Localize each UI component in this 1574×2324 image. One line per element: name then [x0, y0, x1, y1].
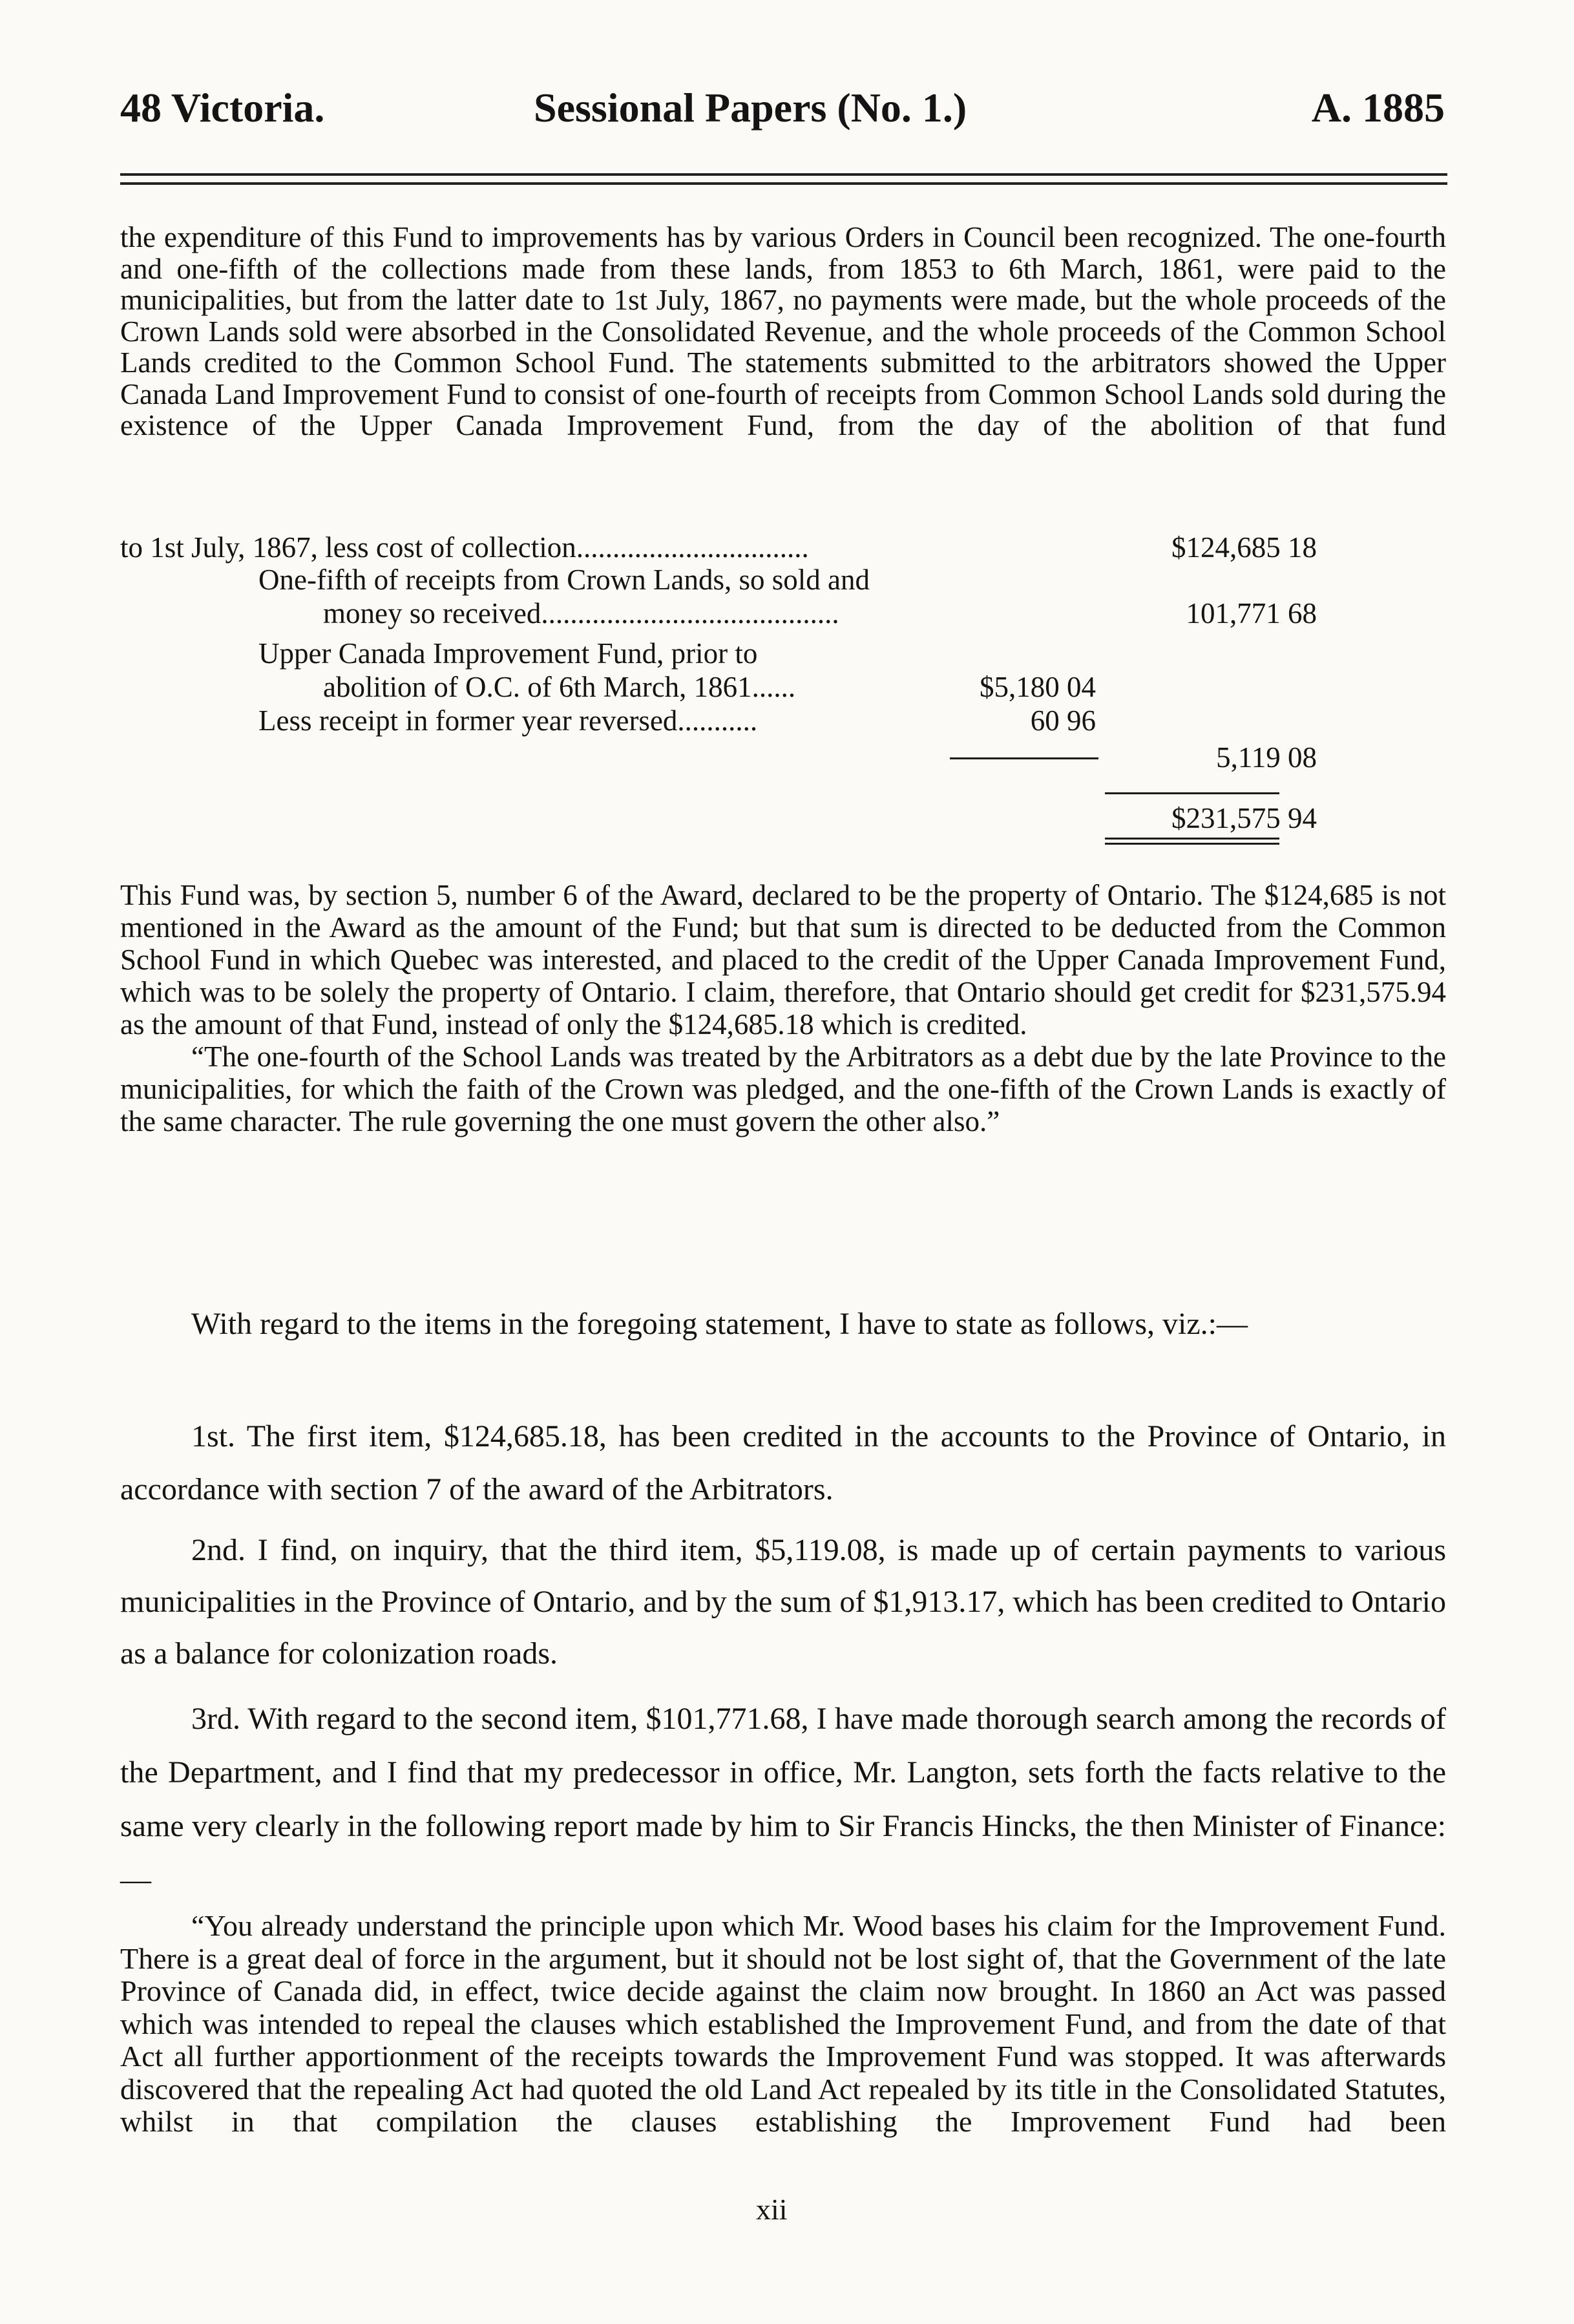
paragraph-quote: “The one-fourth of the School Lands was treated by the Arbitrators as a debt due by the late Province to the municipalities, for which the faith of the Crown was pledged, and the one-fifth of the Crown Lands is exactly of the same character. The rule governing the one must govern the other also.” — [120, 1041, 1446, 1137]
statement-amount-4: 60 96 — [1030, 704, 1096, 737]
paragraph-quote: “You already understand the principle upon which Mr. Wood bases his claim for the Improvement Fund. There is a great deal of force in the argument, but it should not be lost sight of, that the Government of the late Province of Canada did, in effect, twice decide against the claim now brought. In 1860 an Act was passed which was intended to repeal the clauses which established the Improvement Fund, and from the date of that Act all further apportionment of the receipts towards the Improvement Fund was stopped. It was afterwards discovered that the repealing Act had quoted the old Land Act repealed by its title in the Consolidated Statutes, whilst in that compilation the clauses establishing the Improvement Fund had been — [120, 1909, 1446, 2138]
statement-amount-3: $5,180 04 — [980, 671, 1096, 703]
statement-total: $231,575 94 — [1171, 802, 1317, 834]
statement-amount-5: 5,119 08 — [1216, 741, 1317, 774]
paragraph-text: This Fund was, by section 5, number 6 of the Award, declared to be the property of Ontario. The $124,685 is not mentioned in the Award as the amount of the Fund; but that sum is directed to be deducted from the Common School Fund in which Quebec was interested, and placed to the credit of the Upper Canada Improvement Fund, which was to be solely the property of Ontario. I claim, therefore, that Ontario should get credit for $231,575.94 as the amount of that Fund, instead of only the $124,685.18 which is credited. — [120, 879, 1446, 1041]
statement-line-3a: Upper Canada Improvement Fund, prior to — [258, 637, 758, 670]
statement-line-1: to 1st July, 1867, less cost of collection................................ — [120, 531, 809, 564]
header-year: A. 1885 — [1311, 85, 1445, 131]
header-session: 48 Victoria. — [120, 85, 325, 131]
statement-amount-2: 101,771 68 — [1186, 597, 1317, 629]
paragraph-first-item — [120, 1410, 1446, 1516]
paragraph-text: 1st. The first item, $124,685.18, has been credited in the accounts to the Province of Ontario, in accordance with section 7 of the award of the Arbitrators. — [120, 1419, 1446, 1506]
statement-line-3b: abolition of O.C. of 6th March, 1861...... — [323, 671, 796, 703]
paragraph-second-item — [120, 1525, 1446, 1680]
page-number: xii — [756, 2193, 788, 2226]
paragraph-fund-property — [120, 879, 1446, 1137]
total-rule-top — [1105, 792, 1279, 794]
statement-line-2b: money so received......................................... — [323, 597, 839, 629]
paragraph-langton-report — [120, 1910, 1446, 2139]
paragraph-text: 2nd. I find, on inquiry, that the third item, $5,119.08, is made up of certain payments to various municipalities in the Province of Ontario, and by the sum of $1,913.17, which has been credited to Ontario as a balance for colonization roads. — [120, 1533, 1446, 1671]
paragraph-regard-items — [120, 1298, 1446, 1351]
statement-line-4: Less receipt in former year reversed........... — [258, 704, 758, 737]
header-title: Sessional Papers (No. 1.) — [534, 85, 967, 131]
paragraph-text: the expenditure of this Fund to improvements has by various Orders in Council been recognized. The one-fourth and one-fifth of the collections made from these lands, from 1853 to 6th March, 1861, were paid to the municipalities, but from the latter date to 1st July, 1867, no payments were made, but the whole proceeds of the Crown Lands sold were absorbed in the Consolidated Revenue, and the whole proceeds of the Common School Lands credited to the Common School Fund. The statements submitted to the arbitrators showed the Upper Canada Land Improvement Fund to consist of one-fourth of receipts from Common School Lands sold during the existence of the Upper Canada Improvement Fund, from the day of the abolition of that fund — [120, 221, 1446, 441]
paragraph-text: 3rd. With regard to the second item, $101,771.68, I have made thorough search among the records of the Department, and I find that my predecessor in office, Mr. Langton, sets forth the facts relative to the same very clearly in the following report made by him to Sir Francis Hincks, the then Minister of Finance:— — [120, 1702, 1446, 1897]
statement-amount-1: $124,685 18 — [1171, 531, 1317, 564]
paragraph-text: With regard to the items in the foregoing statement, I have to state as follows, viz.:— — [191, 1307, 1248, 1341]
paragraph-fund-expenditure — [120, 222, 1446, 441]
statement-line-2a: One-fifth of receipts from Crown Lands, so sold and — [258, 564, 870, 596]
running-header — [120, 84, 1445, 136]
header-rule-bottom — [120, 182, 1447, 185]
subtotal-rule — [950, 757, 1098, 759]
total-rule-bottom-2 — [1105, 843, 1279, 845]
paragraph-third-item — [120, 1692, 1446, 1907]
total-rule-bottom-1 — [1105, 838, 1279, 840]
header-rule-top — [120, 173, 1447, 176]
